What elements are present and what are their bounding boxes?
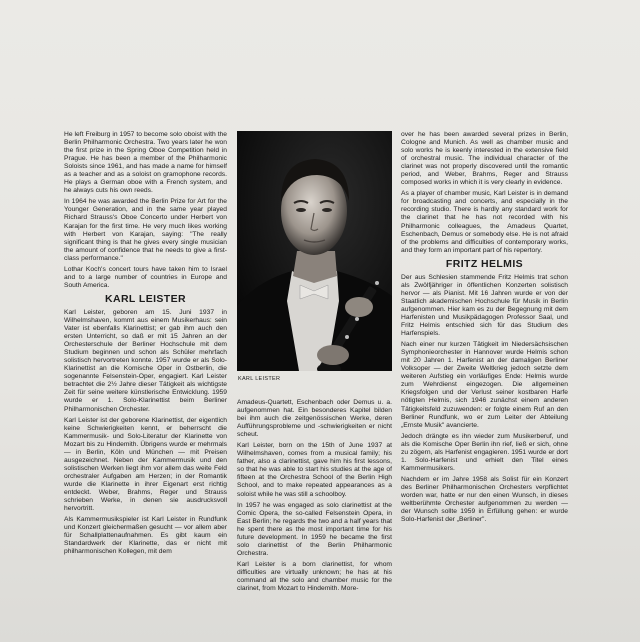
portrait-photo — [237, 131, 392, 371]
photo-caption: KARL LEISTER — [238, 376, 281, 382]
paragraph: He left Freiburg in 1957 to become solo oboist with the Berlin Philharmonic Orchestra. Two years later he won the first prize in the Spring Oboe Competition held in Prague. He has been a member of the Philharmonic Soloists since 1961, and has made a name for himself as a teacher and as a soloist on gramophone records. He plays a German oboe with a French system, and he always cuts his own reeds. — [64, 131, 227, 195]
paragraph: Karl Leister, born on the 15th of June 1937 at Wilhelmshaven, comes from a musical family; his father, also a clarinettist, gave him his first lessons, so that he was able to start his studies at the age of fifteen at the Orchestra School of the Berlin High School, and to make repeated appearances as a soloist while he was still a schoolboy. — [237, 442, 392, 498]
paragraph: Karl Leister, geboren am 15. Juni 1937 in Wilhelmshaven, kommt aus einem Musikerhaus: sein Vater ist ebenfalls Klarinettist; er gab ihm auch den ersten Unterricht, so daß er mit 15 Jahren an der Orchesterschule der Berliner Hochschule mit dem Studium beginnen und schon als Schüler mehrfach solistisch hervortreten konnte. 1957 wurde er als Solo-Klarinettist an die Komische Oper in Ostberlin, die sogenannte Felsenstein-Oper, engagiert. Karl Leister betrachtet die 2½ Jahre dieser Tätigkeit als wichtigste Zeit für seine weitere künstlerische Entwicklung. 1959 wurde er 1. Solo-Klarinettist beim Berliner Philharmonischen Orchester. — [64, 308, 227, 413]
paragraph: Lothar Koch's concert tours have taken him to Israel and to a large number of countries in Europe and South America. — [64, 265, 227, 289]
paragraph: Nachdem er im Jahre 1958 als Solist für ein Konzert des Berliner Philharmonischen Orchesters verpflichtet worden war, hatte er nur den einen Wunsch, in dieses weltberühmte Orchester aufgenommen zu werden — der Wunsch sollte 1959 in Erfüllung gehen: er wurde Solo-Harfenist der „Berliner". — [401, 475, 568, 524]
paragraph: Karl Leister ist der geborene Klarinettist, der eigentlich keine Schwierigkeiten kennt, er beherrscht die Kammermusik- und Solo-Literatur der Klarinette von Mozart bis zu Hindemith. Übrigens wurde er mehrmals — in Berlin, Köln und München — mit Preisen ausgezeichnet. Neben der Kammermusik und den solistischen Werken liegt ihm vor allem das weite Feld orchestraler Aufgaben am Herzen; in der Romantik wurde die Klarinette in ihrer Eigenart erst richtig entdeckt. Weber, Brahms, Reger und Strauss schrieben Werke, in denen sie ausdrucksvoll hervortritt. — [64, 416, 227, 513]
paragraph: Als Kammermusikspieler ist Karl Leister in Rundfunk und Konzert gleichermaßen gesucht — vor allem aber für Schallplattenaufnahmen. Es gibt kaum ein Standardwerk der Klarinette, das er nicht mit philharmonischen Kollegen, mit dem — [64, 516, 227, 556]
middle-column — [237, 399, 392, 596]
paragraph: over he has been awarded several prizes in Berlin, Cologne and Munich. As well as chamber music and solo works he is keenly interested in the extensive field of orchestral music. The individual character of the clarinet was not properly discovered until the romantic period, and Weber, Brahms, Reger and Strauss composed works in which it is very clearly in evidence. — [401, 131, 568, 187]
paragraph: Jedoch drängte es ihn wieder zum Musikerberuf, und als die Komische Oper Berlin ihn rief, ließ er sich, ohne zu zögern, als Harfenist engagieren. 1951 wurde er dort 1. Solo-Harfenist und erhielt den Titel eines Kammermusikers. — [401, 432, 568, 472]
right-column — [401, 131, 568, 527]
paragraph: Nach einer nur kurzen Tätigkeit im Niedersächsischen Symphonieorchester in Hannover wurde Helmis schon mit 20 Jahren 1. Harfenist an der damaligen Berliner Volksoper — der Zweite Weltkrieg jedoch setzte dem weiteren Aufstieg ein vorläufiges Ende: Helmis wurde zum Wehrdienst eingezogen. Die allgemeinen Kriegsfolgen und der Verlust seiner kostbaren Harfe nötigten Helmis, sich 1946 zunächst einem anderen Tätigkeitsfeld zuzuwenden: er folgte einem Ruf an den Berliner Rundfunk, wo er zum Leiter der Abteilung „Ernste Musik" avancierte. — [401, 341, 568, 429]
section-heading-fritz-helmis: FRITZ HELMIS — [445, 257, 524, 270]
portrait-illustration — [237, 131, 392, 371]
paragraph: In 1957 he was engaged as solo clarinettist at the Comic Opera, the so-called Felsenstein Opera, in East Berlin; he regards the two and a half years that he spent there as the most important time for his future development. In 1959 he became the first solo clarinettist of the Berlin Philharmonic Orchestra. — [237, 501, 392, 557]
paragraph: As a player of chamber music, Karl Leister is in demand for broadcasting and concerts, and especially in the recording studio. There is hardly any standard work for the clarinet that he has not recorded with his Philharmonic colleagues, the Amadeus Quartet, Eschenbach, Demus or somebody else. He is not afraid of the problems and difficulties of contemporary works, and they form an important part of his repertory. — [401, 190, 568, 254]
left-column — [64, 131, 227, 559]
paragraph: In 1964 he was awarded the Berlin Prize for Art for the Younger Generation, and in the same year played Richard Strauss's Oboe Concerto under Herbert von Karajan for the first time. He very much likes working with Herbert von Karajan, saying: "The really significant thing is that he gives every single musician the amount of confidence that he needs to give a first-class performance." — [64, 198, 227, 262]
paragraph: Der aus Schlesien stammende Fritz Helmis trat schon als Zwölfjähriger in öffentlichen Konzerten solistisch hervor — als Pianist. Mit 16 Jahren wurde er von der Staatlich akademischen Hochschule für Musik in Berlin aufgenommen. Hier kam es zu der Begegnung mit dem Harfenisten und Musikpädagogen Professor Saal, und Fritz Helmis entschied sich für das Studium des Harfenspiels. — [401, 273, 568, 338]
paragraph: Amadeus-Quartett, Eschenbach oder Demus u. a. aufgenommen hat. Ein besonderes Kapitel bilden bei ihm auch die zeitgenössischen Werke, deren Aufführungsprobleme und -schwierigkeiten er nicht scheut. — [237, 399, 392, 439]
paragraph: Karl Leister is a born clarinettist, for whom difficulties are virtually unknown; he has at his command all the solo and chamber music for the clarinet, from Mozart to Hindemith. More- — [237, 560, 392, 593]
section-heading-karl-leister: KARL LEISTER — [104, 292, 187, 305]
